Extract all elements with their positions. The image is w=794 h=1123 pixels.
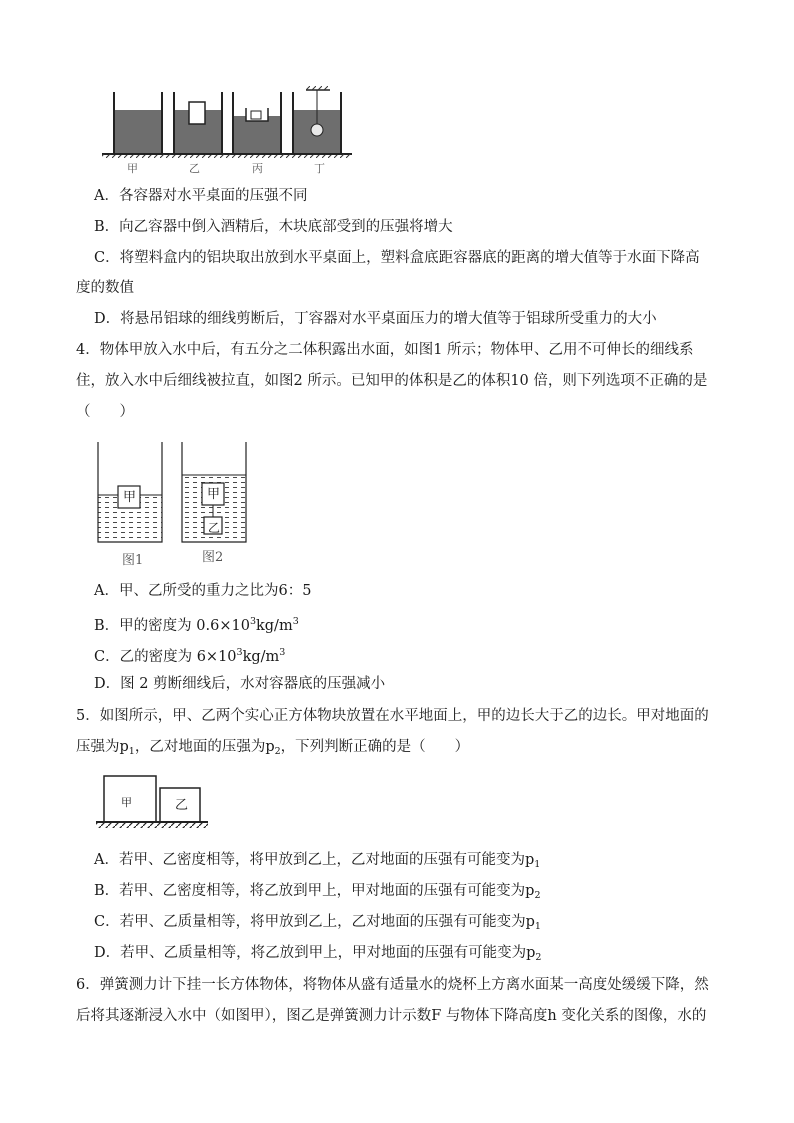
container-label-1: 甲 xyxy=(127,162,138,175)
q4-option-c-text: C．乙的密度为 6×10 xyxy=(94,649,237,665)
q4-option-c xyxy=(94,643,285,667)
q5-stem-line1: 5．如图所示，甲、乙两个实心正方体物块放置在水平地面上，甲的边长大于乙的边长。甲对地面的 xyxy=(76,708,709,724)
q5-stem-a: 压强为p xyxy=(76,739,129,755)
q4-stem-line2: 住，放入水中后细线被拉直，如图2 所示。已知甲的体积是乙的体积10 倍，则下列选项不正确的是 xyxy=(76,373,708,389)
q6-stem-line1: 6．弹簧测力计下挂一长方体物体，将物体从盛有适量水的烧杯上方离水面某一高度处缓缓下降，然 xyxy=(76,977,709,993)
q4-fig2-caption: 图2 xyxy=(202,550,224,565)
q5-option-b-text: B．若甲、乙密度相等，将乙放到甲上，甲对地面的压强有可能变为p xyxy=(94,883,535,899)
q5-option-d-sub: 2 xyxy=(535,952,542,963)
container-label-2: 乙 xyxy=(189,162,200,175)
q3-option-b: B．向乙容器中倒入酒精后，木块底部受到的压强将增大 xyxy=(94,219,453,235)
q4-fig1-caption: 图1 xyxy=(122,553,144,568)
q4-fig2-bottom-label: 乙 xyxy=(208,521,221,535)
q5-figure xyxy=(94,770,210,832)
q4-fig1-block-label: 甲 xyxy=(123,490,137,505)
q5-stem-line2 xyxy=(76,737,469,762)
q5-stem-sub2: 2 xyxy=(274,746,281,757)
q6-stem-line2: 后将其逐渐浸入水中（如图甲），图乙是弹簧测力计示数F 与物体下降高度h 变化关系的图像，水的 xyxy=(76,1008,707,1024)
container-label-3: 丙 xyxy=(252,162,263,175)
q4-option-b xyxy=(94,612,299,636)
q5-option-a-text: A．若甲、乙密度相等，将甲放到乙上，乙对地面的压强有可能变为p xyxy=(94,852,535,868)
q4-stem-line3: （ ） xyxy=(76,404,134,420)
q4-figure xyxy=(96,440,256,550)
q4-option-b-unit-exp: 3 xyxy=(292,616,299,627)
q4-option-c-unit: kg/m xyxy=(242,649,280,665)
q4-option-b-unit: kg/m xyxy=(255,618,293,634)
q4-option-c-unit-exp: 3 xyxy=(279,647,286,658)
q5-option-b-sub: 2 xyxy=(534,890,541,901)
q4-option-b-exp: 3 xyxy=(249,616,256,627)
q5-option-c-sub: 1 xyxy=(534,921,541,932)
q3-option-c-cont: 度的数值 xyxy=(76,280,134,296)
q5-option-d xyxy=(94,943,541,968)
q3-option-a: A．各容器对水平桌面的压强不同 xyxy=(94,188,308,204)
q5-option-c-text: C．若甲、乙质量相等，将甲放到乙上，乙对地面的压强有可能变为p xyxy=(94,914,535,930)
q5-stem-c: ，下列判断正确的是（ ） xyxy=(280,739,470,755)
q4-option-a: A．甲、乙所受的重力之比为6：5 xyxy=(94,583,312,599)
q5-stem-sub1: 1 xyxy=(128,746,135,757)
q4-option-d: D．图 2 剪断细线后，水对容器底的压强减小 xyxy=(94,676,386,692)
container-label-4: 丁 xyxy=(314,162,325,175)
q5-block-big-label: 甲 xyxy=(121,796,132,809)
q3-option-d: D．将悬吊铝球的细线剪断后，丁容器对水平桌面压力的增大值等于铝球所受重力的大小 xyxy=(94,311,657,327)
q5-stem-b: ，乙对地面的压强为p xyxy=(134,739,275,755)
q5-option-c xyxy=(94,912,541,937)
q3-option-c: C．将塑料盒内的铝块取出放到水平桌面上，塑料盒底距容器底的距离的增大值等于水面下降高 xyxy=(94,250,700,266)
q5-option-d-text: D．若甲、乙质量相等，将乙放到甲上，甲对地面的压强有可能变为p xyxy=(94,945,536,961)
q4-option-c-exp: 3 xyxy=(236,647,243,658)
q4-fig2-top-label: 甲 xyxy=(207,487,221,502)
q5-block-small-label: 乙 xyxy=(175,798,189,813)
q4-stem-line1: 4．物体甲放入水中后，有五分之二体积露出水面，如图1 所示；物体甲、乙用不可伸长的细线系 xyxy=(76,342,694,358)
q5-option-a-sub: 1 xyxy=(534,859,541,870)
q5-option-b xyxy=(94,881,540,906)
q4-option-b-text: B．甲的密度为 0.6×10 xyxy=(94,618,250,634)
q5-option-a xyxy=(94,850,540,875)
